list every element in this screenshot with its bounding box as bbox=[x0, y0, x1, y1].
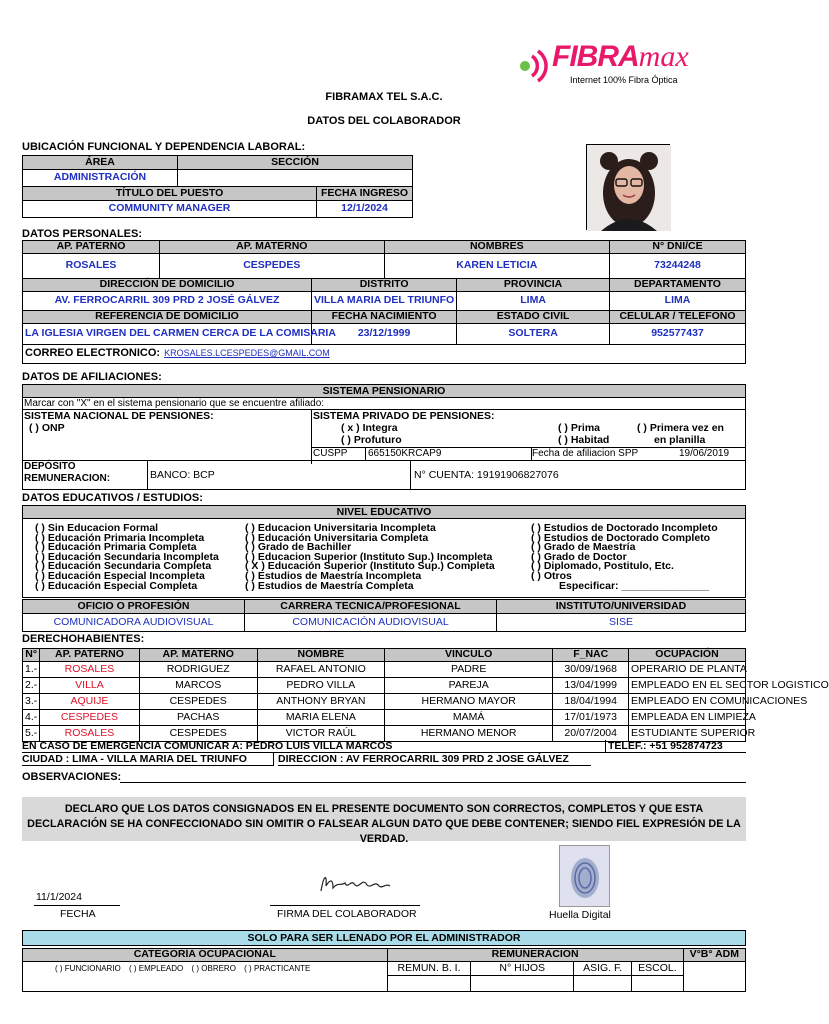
fecha-spp-value: 19/06/2019 bbox=[679, 448, 730, 459]
derecho-table bbox=[22, 648, 829, 742]
vb-cell bbox=[683, 962, 745, 992]
direccion-value: AV. FERROCARRIL 309 PRD 2 JOSÉ GÁLVEZ bbox=[23, 292, 312, 311]
edu-option[interactable]: ( ) Grado de Doctor bbox=[531, 550, 627, 563]
firma-label: FIRMA DEL COLABORADOR bbox=[277, 908, 417, 920]
instituto-header: INSTITUTO/UNIVERSIDAD bbox=[497, 600, 746, 614]
escol-value[interactable] bbox=[632, 976, 683, 992]
edu-option[interactable]: ( ) Educación Especial Completa bbox=[35, 579, 198, 592]
cell: PAREJA bbox=[384, 678, 552, 694]
categoria-options bbox=[23, 962, 388, 976]
edu-option[interactable]: ( ) Estudios de Doctorado Incompleto bbox=[531, 522, 718, 534]
cell: ROSALES bbox=[40, 726, 139, 742]
cell: ROSALES bbox=[40, 662, 139, 678]
fecha-value: 11/1/2024 bbox=[36, 891, 82, 903]
educativos-title: DATOS EDUCATIVOS / ESTUDIOS: bbox=[22, 492, 203, 504]
vb-header: V°B° ADM bbox=[683, 949, 745, 962]
edu-option[interactable]: ( ) Educación Secundaria Completa bbox=[35, 560, 212, 573]
cuspp-value: 665150KRCAP9 bbox=[368, 448, 442, 459]
escol-cell: ESCOL. bbox=[632, 962, 683, 976]
edu-option[interactable]: ( ) Educación Primaria Completa bbox=[35, 541, 197, 554]
nivel-educativo-header: NIVEL EDUCATIVO bbox=[23, 506, 745, 519]
cat-obrero[interactable]: ( ) OBRERO bbox=[191, 963, 236, 973]
cat-practicante[interactable]: ( ) PRACTICANTE bbox=[244, 963, 311, 973]
correo-value[interactable]: KROSALES.LCESPEDES@GMAIL.COM bbox=[164, 348, 330, 359]
remun-bi-cell: REMUN. B. I. bbox=[387, 962, 471, 976]
cell: VICTOR RAÚL bbox=[257, 726, 384, 742]
provincia-header: PROVINCIA bbox=[457, 279, 610, 292]
integra-option[interactable]: ( x ) Integra bbox=[341, 422, 398, 434]
edu-option[interactable]: ( ) Grado de Maestría bbox=[531, 541, 636, 554]
cell: CESPEDES bbox=[139, 726, 257, 742]
especificar-field[interactable]: Especificar: _______________ bbox=[559, 579, 710, 592]
table-row bbox=[23, 694, 746, 710]
cell: 18/04/1994 bbox=[553, 694, 629, 710]
ingreso-header: FECHA INGRESO bbox=[317, 187, 413, 201]
afiliaciones-box bbox=[22, 384, 746, 490]
table-row bbox=[23, 710, 746, 726]
cell: 1.- bbox=[23, 662, 40, 678]
snp-header: SISTEMA NACIONAL DE PENSIONES: bbox=[24, 410, 214, 422]
direccion-header: DIRECCIÓN DE DOMICILIO bbox=[23, 279, 312, 292]
puesto-header: TÍTULO DEL PUESTO bbox=[23, 187, 317, 201]
ingreso-value: 12/1/2024 bbox=[317, 201, 413, 218]
cell: ESTUDIANTE SUPERIOR bbox=[629, 726, 746, 742]
edu-option[interactable]: ( ) Sin Educacion Formal bbox=[35, 522, 159, 534]
celular-value: 952577437 bbox=[610, 324, 746, 345]
cuspp-label: CUSPP bbox=[313, 448, 348, 459]
ubicacion-title: UBICACIÓN FUNCIONAL Y DEPENDENCIA LABORAL: bbox=[22, 141, 306, 153]
deposito-label-line2: REMUNERACION: bbox=[24, 473, 111, 484]
edu-option[interactable]: ( ) Educación Universitaria Completa bbox=[245, 531, 429, 544]
cell: OPERARIO DE PLANTA bbox=[629, 662, 746, 678]
derecho-header-row bbox=[23, 649, 746, 662]
dni-header: N° DNI/CE bbox=[610, 241, 746, 254]
carrera-value: COMUNICACIÓN AUDIOVISUAL bbox=[245, 614, 497, 632]
signature-image bbox=[318, 870, 394, 899]
cell: HERMANO MENOR bbox=[384, 726, 552, 742]
logo-tagline: Internet 100% Fibra Óptica bbox=[570, 75, 678, 85]
edu-option[interactable]: ( ) Educacion Superior (Instituto Sup.) Incompleta bbox=[245, 550, 493, 563]
carrera-header: CARRERA TECNICA/PROFESIONAL bbox=[245, 600, 497, 614]
logo-brand-b: max bbox=[638, 40, 689, 73]
logo-brand-a: FIBRA bbox=[552, 40, 639, 73]
area-value: ADMINISTRACIÓN bbox=[23, 170, 178, 187]
n-hijos-value[interactable] bbox=[471, 976, 574, 992]
personales-title: DATOS PERSONALES: bbox=[22, 228, 142, 240]
cell: MAMÁ bbox=[384, 710, 552, 726]
col-ap-paterno: AP. PATERNO bbox=[40, 649, 139, 662]
admin-table bbox=[22, 948, 746, 992]
edu-option[interactable]: ( ) Estudios de Maestría Completa bbox=[245, 579, 414, 592]
nivel-educativo-box bbox=[22, 505, 746, 598]
asig-f-value[interactable] bbox=[574, 976, 632, 992]
cell: CESPEDES bbox=[139, 694, 257, 710]
ap-paterno-header: AP. PATERNO bbox=[23, 241, 160, 254]
estudios-table bbox=[22, 599, 746, 632]
profile-photo bbox=[586, 144, 670, 230]
departamento-header: DEPARTAMENTO bbox=[610, 279, 746, 292]
celular-header: CELULAR / TELEFONO bbox=[610, 311, 746, 324]
spp-header: SISTEMA PRIVADO DE PENSIONES: bbox=[313, 410, 495, 422]
nombres-header: NOMBRES bbox=[384, 241, 609, 254]
company-name: FIBRAMAX TEL S.A.C. bbox=[325, 91, 443, 103]
cell: HERMANO MAYOR bbox=[384, 694, 552, 710]
primera-vez-option-line2: en planilla bbox=[654, 434, 706, 446]
departamento-value: LIMA bbox=[610, 292, 746, 311]
primera-vez-option[interactable]: ( ) Primera vez en bbox=[637, 422, 724, 434]
cell: PEDRO VILLA bbox=[257, 678, 384, 694]
edu-option[interactable]: ( ) Educación Secundaria Incompleta bbox=[35, 550, 219, 563]
cell: EMPLEADO EN COMUNICACIONES bbox=[629, 694, 746, 710]
estado-civil-header: ESTADO CIVIL bbox=[457, 311, 610, 324]
cell: 2.- bbox=[23, 678, 40, 694]
correo-row bbox=[23, 345, 746, 364]
fecha-spp-label: Fecha de afiliacion SPP bbox=[532, 448, 639, 459]
estado-civil-value: SOLTERA bbox=[457, 324, 610, 345]
prima-option[interactable]: ( ) Prima bbox=[558, 422, 601, 434]
col-nombre: NOMBRE bbox=[257, 649, 384, 662]
deposito-label-line1: DEPÓSITO bbox=[24, 461, 76, 472]
cell: 30/09/1968 bbox=[553, 662, 629, 678]
cell: MARCOS bbox=[139, 678, 257, 694]
referencia-header: REFERENCIA DE DOMICILIO bbox=[23, 311, 312, 324]
afiliacion-nota: Marcar con "X" en el sistema pensionario que se encuentre afiliado: bbox=[24, 398, 325, 409]
edu-col3 bbox=[531, 524, 718, 591]
ubicacion-table bbox=[22, 155, 413, 218]
cat-funcionario[interactable]: ( ) FUNCIONARIO bbox=[55, 963, 121, 973]
edu-option[interactable]: ( X ) Educación Superior (Instituto Sup.) Completa bbox=[245, 560, 495, 573]
edu-option[interactable]: ( ) Estudios de Maestría Incompleta bbox=[245, 569, 422, 582]
col-ap-materno: AP. MATERNO bbox=[139, 649, 257, 662]
n-hijos-cell: N° HIJOS bbox=[471, 962, 574, 976]
personales-table bbox=[22, 240, 746, 364]
asig-f-cell: ASIG. F. bbox=[574, 962, 632, 976]
edu-option[interactable]: ( ) Educacion Universitaria Incompleta bbox=[245, 522, 436, 534]
col-n: N° bbox=[23, 649, 40, 662]
edu-option[interactable]: ( ) Diplomado, Postitulo, Etc. bbox=[531, 560, 674, 573]
emergencia-contact: EN CASO DE EMERGENCIA COMUNICAR A: PEDRO LUIS VILLA MARCOS bbox=[22, 740, 393, 752]
edu-option[interactable]: ( ) Educación Primaria Incompleta bbox=[35, 531, 205, 544]
observaciones-line bbox=[120, 782, 746, 783]
edu-option[interactable]: ( ) Educación Especial Incompleta bbox=[35, 569, 205, 582]
remun-bi-value[interactable] bbox=[387, 976, 471, 992]
edu-option[interactable]: ( ) Otros bbox=[531, 569, 572, 582]
seccion-value bbox=[178, 170, 413, 187]
profuturo-option[interactable]: ( ) Profuturo bbox=[341, 434, 402, 446]
ciudad-value: CIUDAD : LIMA - VILLA MARIA DEL TRIUNFO bbox=[22, 753, 274, 766]
cell: EMPLEADA EN LIMPIEZA bbox=[629, 710, 746, 726]
cell: 13/04/1999 bbox=[553, 678, 629, 694]
correo-label: CORREO ELECTRONICO: bbox=[25, 347, 161, 360]
deposito-label bbox=[24, 461, 110, 485]
ap-materno-header: AP. MATERNO bbox=[160, 241, 385, 254]
instituto-value: SISE bbox=[497, 614, 746, 632]
cell: MARIA ELENA bbox=[257, 710, 384, 726]
cell: CESPEDES bbox=[40, 710, 139, 726]
cell: RAFAEL ANTONIO bbox=[257, 662, 384, 678]
derecho-title: DERECHOHABIENTES: bbox=[22, 633, 145, 645]
fecha-label: FECHA bbox=[60, 908, 96, 920]
cell: 5.- bbox=[23, 726, 40, 742]
direccion-contact: DIRECCION : AV FERROCARRIL 309 PRD 2 JOSE GÁLVEZ bbox=[278, 753, 591, 766]
ap-materno-value: CESPEDES bbox=[160, 254, 385, 279]
admin-title: SOLO PARA SER LLENADO POR EL ADMINISTRADOR bbox=[22, 930, 746, 946]
col-vinculo: VINCULO bbox=[384, 649, 552, 662]
distrito-value: VILLA MARIA DEL TRIUNFO bbox=[312, 292, 457, 311]
table-row bbox=[23, 662, 746, 678]
document-title: DATOS DEL COLABORADOR bbox=[307, 115, 461, 127]
dni-value: 73244248 bbox=[610, 254, 746, 279]
cell: VILLA bbox=[40, 678, 139, 694]
col-ocupacion: OCUPACIÓN bbox=[629, 649, 746, 662]
cell: RODRIGUEZ bbox=[139, 662, 257, 678]
cell: 20/07/2004 bbox=[553, 726, 629, 742]
distrito-header: DISTRITO bbox=[312, 279, 457, 292]
onp-option[interactable]: ( ) ONP bbox=[29, 422, 65, 434]
fingerprint-image bbox=[559, 845, 610, 907]
edu-option[interactable]: ( ) Estudios de Doctorado Completo bbox=[531, 531, 711, 544]
edu-col1 bbox=[35, 524, 219, 591]
fecha-nac-header: FECHA NACIMIENTO bbox=[312, 311, 457, 324]
sistema-pensionario-header: SISTEMA PENSIONARIO bbox=[23, 385, 745, 398]
provincia-value: LIMA bbox=[457, 292, 610, 311]
cell: 17/01/1973 bbox=[553, 710, 629, 726]
edu-option[interactable]: ( ) Grado de Bachiller bbox=[245, 541, 352, 554]
cell: ANTHONY BRYAN bbox=[257, 694, 384, 710]
edu-col2 bbox=[245, 524, 495, 591]
fecha-nac-value: 23/12/1999 bbox=[312, 324, 457, 345]
observaciones-label: OBSERVACIONES: bbox=[22, 771, 122, 783]
col-fnac: F_NAC bbox=[553, 649, 629, 662]
declaracion-text: DECLARO QUE LOS DATOS CONSIGNADOS EN EL PRESENTE DOCUMENTO SON CORRECTOS, COMPLETOS Y QUE ESTA DECLARACIÓN SE HA CONFECCIONADO SIN OMITIR O FALSEAR ALGUN DATO QUE DEBE CONTENER; SIENDO FIEL EXPRESIÓN DE LA VERDAD. bbox=[22, 797, 746, 841]
company-logo bbox=[512, 40, 722, 90]
cell: PADRE bbox=[384, 662, 552, 678]
cell: PACHAS bbox=[139, 710, 257, 726]
emergencia-telef: TELEF.: +51 952874723 bbox=[605, 740, 723, 752]
remuneracion-header: REMUNERACION bbox=[387, 949, 683, 962]
cuenta-value: N° CUENTA: 19191906827076 bbox=[414, 469, 559, 481]
cell: 4.- bbox=[23, 710, 40, 726]
puesto-value: COMMUNITY MANAGER bbox=[23, 201, 317, 218]
huella-label: Huella Digital bbox=[549, 909, 611, 921]
nombres-value: KAREN LETICIA bbox=[384, 254, 609, 279]
habitad-option[interactable]: ( ) Habitad bbox=[558, 434, 610, 446]
area-header: ÁREA bbox=[23, 156, 178, 170]
seccion-header: SECCIÓN bbox=[178, 156, 413, 170]
categoria-header: CATEGORÍA OCUPACIONAL bbox=[23, 949, 388, 962]
cell: EMPLEADO EN EL SECTOR LOGISTICO bbox=[629, 678, 746, 694]
oficio-header: OFICIO O PROFESIÓN bbox=[23, 600, 245, 614]
afiliaciones-title: DATOS DE AFILIACIONES: bbox=[22, 371, 162, 383]
ap-paterno-value: ROSALES bbox=[23, 254, 160, 279]
table-row bbox=[23, 678, 746, 694]
categoria-blank bbox=[23, 976, 388, 992]
cell: 3.- bbox=[23, 694, 40, 710]
wifi-logo-icon bbox=[512, 44, 552, 84]
banco-value: BANCO: BCP bbox=[150, 469, 215, 481]
oficio-value: COMUNICADORA AUDIOVISUAL bbox=[23, 614, 245, 632]
referencia-value: LA IGLESIA VIRGEN DEL CARMEN CERCA DE LA COMISARIA bbox=[23, 324, 312, 345]
cell: AQUIJE bbox=[40, 694, 139, 710]
cat-empleado[interactable]: ( ) EMPLEADO bbox=[129, 963, 184, 973]
